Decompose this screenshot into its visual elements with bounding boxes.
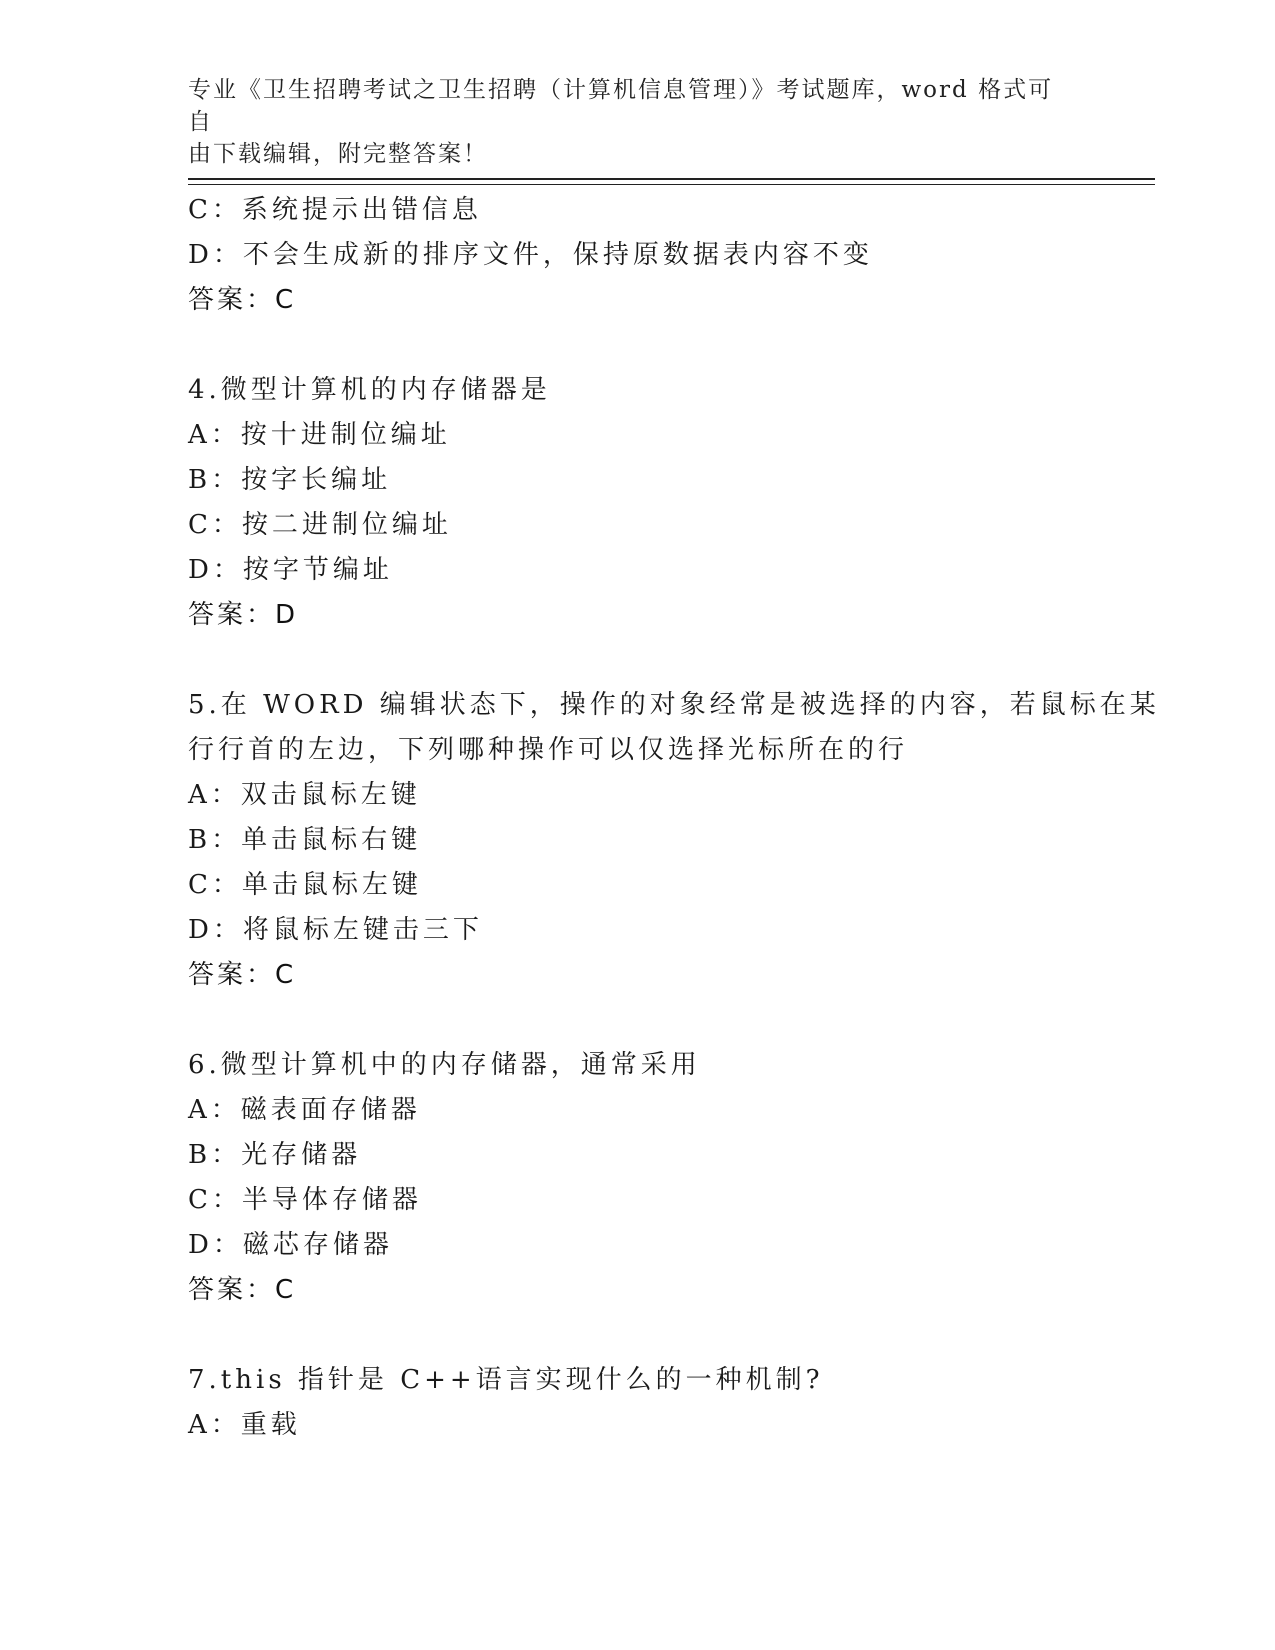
header-line-2: 由下载编辑，附完整答案！ <box>188 141 488 167</box>
q4-stem: 4.微型计算机的内存储器是 <box>188 375 551 405</box>
prev-question-option-c: C：系统提示出错信息 <box>188 195 482 225</box>
q6-option-b: B：光存储器 <box>188 1140 362 1170</box>
q5-stem-line-2: 行行首的左边，下列哪种操作可以仅选择光标所在的行 <box>188 735 909 765</box>
document-header <box>188 74 1078 170</box>
q5-stem-line-1: 5.在 WORD 编辑状态下，操作的对象经常是被选择的内容，若鼠标在某 <box>188 690 1160 720</box>
q6-stem: 6.微型计算机中的内存储器，通常采用 <box>188 1050 701 1080</box>
q5-answer: 答案：C <box>188 960 297 990</box>
header-line-1: 专业《卫生招聘考试之卫生招聘（计算机信息管理）》考试题库，word 格式可自 <box>188 77 1054 135</box>
q5-option-d: D：将鼠标左键击三下 <box>188 915 483 945</box>
q7-option-a: A：重载 <box>188 1410 301 1440</box>
q6-option-a: A：磁表面存储器 <box>188 1095 421 1125</box>
q5-option-c: C：单击鼠标左键 <box>188 870 422 900</box>
q4-option-a: A：按十进制位编址 <box>188 420 451 450</box>
header-divider-thin <box>188 184 1155 185</box>
q4-option-d: D：按字节编址 <box>188 555 393 585</box>
prev-question-answer: 答案：C <box>188 285 297 315</box>
q4-answer: 答案：D <box>188 600 299 630</box>
q5-option-b: B：单击鼠标右键 <box>188 825 422 855</box>
q6-option-c: C：半导体存储器 <box>188 1185 422 1215</box>
q4-option-b: B：按字长编址 <box>188 465 392 495</box>
q4-option-c: C：按二进制位编址 <box>188 510 452 540</box>
q6-answer: 答案：C <box>188 1275 297 1305</box>
q7-stem: 7.this 指针是 C++语言实现什么的一种机制? <box>188 1365 824 1395</box>
header-divider-thick <box>188 178 1155 180</box>
prev-question-option-d: D：不会生成新的排序文件，保持原数据表内容不变 <box>188 240 873 270</box>
q5-option-a: A：双击鼠标左键 <box>188 780 421 810</box>
q6-option-d: D：磁芯存储器 <box>188 1230 393 1260</box>
